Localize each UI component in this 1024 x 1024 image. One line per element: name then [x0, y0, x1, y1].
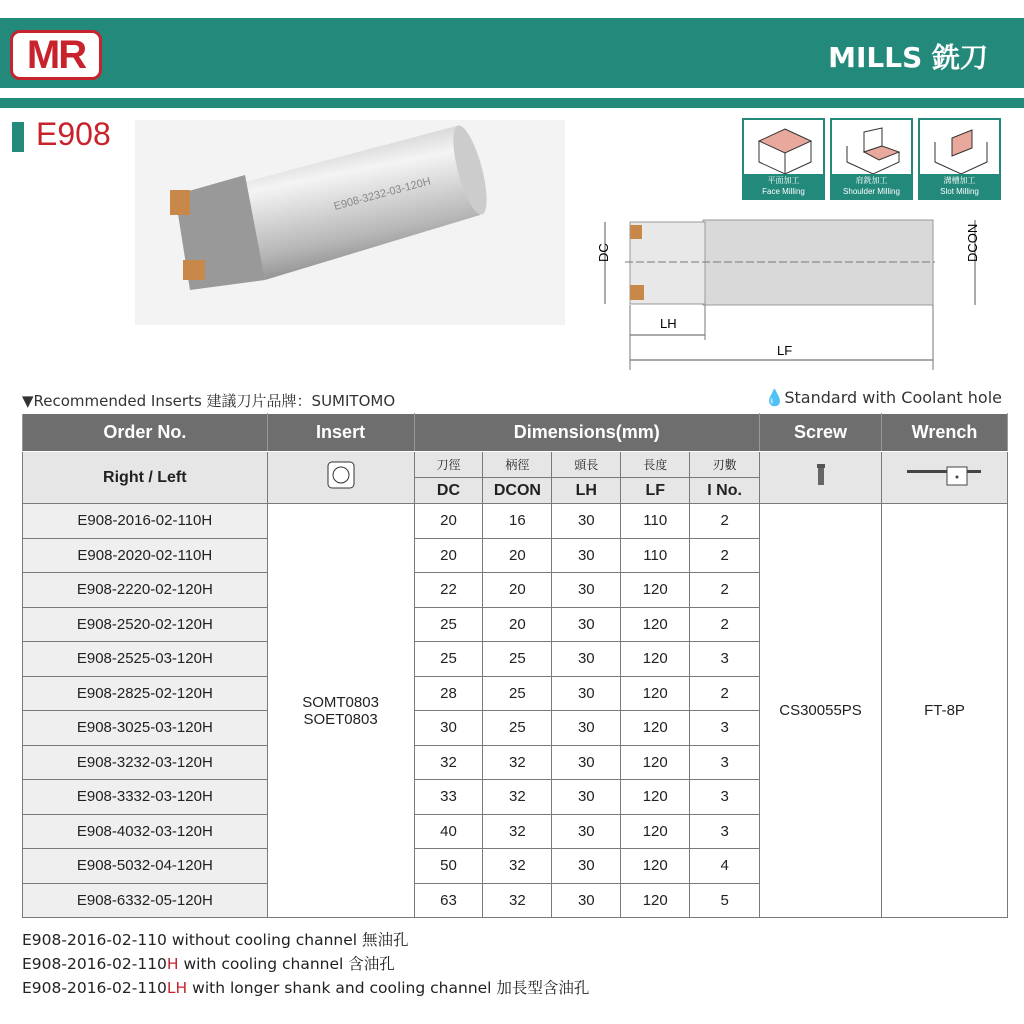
insert-model: SOET0803 [303, 710, 378, 728]
screw-model: CS30055PS [760, 504, 882, 918]
sub-zh-dcon: 柄徑 [483, 452, 552, 478]
title-marker [12, 122, 24, 152]
note-2 [22, 952, 395, 974]
dcon-value: 20 [483, 607, 552, 642]
dc-label: DC [596, 243, 611, 262]
dc-value: 20 [414, 538, 483, 573]
sub-zh-dc: 刀徑 [414, 452, 483, 478]
order-number: E908-3232-03-120H [23, 745, 268, 780]
header-screw: Screw [760, 414, 882, 452]
order-number: E908-4032-03-120H [23, 814, 268, 849]
sub-en-lh: LH [552, 478, 621, 504]
sub-en-dc: DC [414, 478, 483, 504]
note-code: E908-2016-02-110 [22, 931, 167, 949]
insert-model: SOMT0803 [302, 693, 379, 711]
dcon-value: 32 [483, 780, 552, 815]
lf-value: 120 [621, 780, 690, 815]
sub-en-ino: I No. [690, 478, 760, 504]
note-text: with longer shank and cooling channel 加長型含油孔 [187, 979, 590, 997]
note-code: E908-2016-02-110 [22, 979, 167, 997]
face-milling-icon [742, 118, 825, 200]
dimension-diagram [585, 210, 1005, 375]
coolant-note [764, 388, 1002, 407]
right-left-label: Right / Left [23, 452, 268, 504]
ino-value: 3 [690, 780, 760, 815]
order-number: E908-2020-02-110H [23, 538, 268, 573]
lh-value: 30 [552, 676, 621, 711]
lf-value: 120 [621, 711, 690, 746]
lh-value: 30 [552, 504, 621, 539]
header-wrench: Wrench [882, 414, 1008, 452]
sub-en-dcon: DCON [483, 478, 552, 504]
lh-value: 30 [552, 538, 621, 573]
note-3 [22, 976, 589, 998]
dcon-value: 20 [483, 573, 552, 608]
lf-value: 120 [621, 883, 690, 918]
order-number: E908-5032-04-120H [23, 849, 268, 884]
header-order: Order No. [23, 414, 268, 452]
wrench-icon [882, 452, 1008, 504]
caption-zh: 溝槽加工 [943, 176, 976, 185]
dcon-value: 25 [483, 711, 552, 746]
ino-value: 5 [690, 883, 760, 918]
lf-value: 120 [621, 573, 690, 608]
dc-value: 25 [414, 642, 483, 677]
caption-zh: 平面加工 [767, 176, 800, 185]
order-number: E908-3332-03-120H [23, 780, 268, 815]
dcon-label: DCON [965, 223, 980, 262]
insert-cell [267, 504, 414, 918]
lh-label: LH [660, 316, 677, 331]
lf-value: 110 [621, 504, 690, 539]
dcon-value: 16 [483, 504, 552, 539]
dc-value: 25 [414, 607, 483, 642]
lh-value: 30 [552, 745, 621, 780]
lf-value: 120 [621, 642, 690, 677]
recommended-inserts: ▼Recommended Inserts 建議刀片品牌：SUMITOMO [22, 392, 396, 410]
dcon-value: 32 [483, 883, 552, 918]
dcon-value: 32 [483, 814, 552, 849]
lf-value: 120 [621, 745, 690, 780]
order-number: E908-2220-02-120H [23, 573, 268, 608]
brand-logo: MR [10, 30, 102, 80]
shoulder-milling-icon [830, 118, 913, 200]
note-text: without cooling channel 無油孔 [166, 931, 409, 949]
dcon-value: 20 [483, 538, 552, 573]
slot-milling-icon [918, 118, 1001, 200]
order-number: E908-3025-03-120H [23, 711, 268, 746]
sub-en-lf: LF [621, 478, 690, 504]
lh-value: 30 [552, 814, 621, 849]
dc-value: 40 [414, 814, 483, 849]
section-title: MILLS 銑刀 [828, 41, 988, 74]
order-number: E908-2016-02-110H [23, 504, 268, 539]
ino-value: 3 [690, 814, 760, 849]
note-suffix: LH [166, 979, 188, 997]
caption-en: Face Milling [762, 187, 805, 196]
lf-value: 120 [621, 814, 690, 849]
dcon-value: 32 [483, 849, 552, 884]
sub-zh-lh: 頭長 [552, 452, 621, 478]
note-code: E908-2016-02-110 [22, 955, 167, 973]
dcon-value: 32 [483, 745, 552, 780]
ino-value: 4 [690, 849, 760, 884]
order-number: E908-2825-02-120H [23, 676, 268, 711]
ino-value: 3 [690, 745, 760, 780]
dc-value: 32 [414, 745, 483, 780]
caption-zh: 肩銑加工 [855, 176, 888, 185]
droplet-icon: 💧 [764, 388, 785, 407]
product-title: E908 [36, 116, 111, 152]
ino-value: 2 [690, 504, 760, 539]
lh-value: 30 [552, 849, 621, 884]
ino-value: 2 [690, 676, 760, 711]
lf-label: LF [777, 343, 793, 358]
engraving-text: E908-3232-03-120H [332, 175, 433, 213]
lh-value: 30 [552, 780, 621, 815]
note-text: with cooling channel 含油孔 [178, 955, 395, 973]
note-1 [22, 928, 409, 950]
coolant-text: Standard with Coolant hole [784, 388, 1002, 407]
caption-en: Slot Milling [940, 187, 979, 196]
ino-value: 3 [690, 711, 760, 746]
lh-value: 30 [552, 642, 621, 677]
lh-value: 30 [552, 883, 621, 918]
product-table [22, 413, 1008, 918]
lf-value: 120 [621, 607, 690, 642]
dc-value: 33 [414, 780, 483, 815]
ino-value: 2 [690, 607, 760, 642]
dcon-value: 25 [483, 676, 552, 711]
dc-value: 63 [414, 883, 483, 918]
wrench-model: FT-8P [882, 504, 1008, 918]
ino-value: 2 [690, 573, 760, 608]
header-stripe [0, 98, 1024, 108]
order-number: E908-6332-05-120H [23, 883, 268, 918]
ino-value: 3 [690, 642, 760, 677]
sub-zh-lf: 長度 [621, 452, 690, 478]
lh-value: 30 [552, 711, 621, 746]
header-dimensions: Dimensions(mm) [414, 414, 760, 452]
table-row [23, 504, 1008, 539]
dc-value: 30 [414, 711, 483, 746]
header-insert: Insert [267, 414, 414, 452]
dc-value: 20 [414, 504, 483, 539]
order-number: E908-2520-02-120H [23, 607, 268, 642]
lf-value: 120 [621, 676, 690, 711]
note-suffix: H [166, 955, 179, 973]
sub-zh-ino: 刃數 [690, 452, 760, 478]
order-number: E908-2525-03-120H [23, 642, 268, 677]
lh-value: 30 [552, 607, 621, 642]
caption-en: Shoulder Milling [843, 187, 900, 196]
dc-value: 50 [414, 849, 483, 884]
ino-value: 2 [690, 538, 760, 573]
product-image [135, 120, 565, 325]
dc-value: 28 [414, 676, 483, 711]
insert-icon [267, 452, 414, 504]
lf-value: 120 [621, 849, 690, 884]
lf-value: 110 [621, 538, 690, 573]
dc-value: 22 [414, 573, 483, 608]
dcon-value: 25 [483, 642, 552, 677]
lh-value: 30 [552, 573, 621, 608]
screw-icon [760, 452, 882, 504]
